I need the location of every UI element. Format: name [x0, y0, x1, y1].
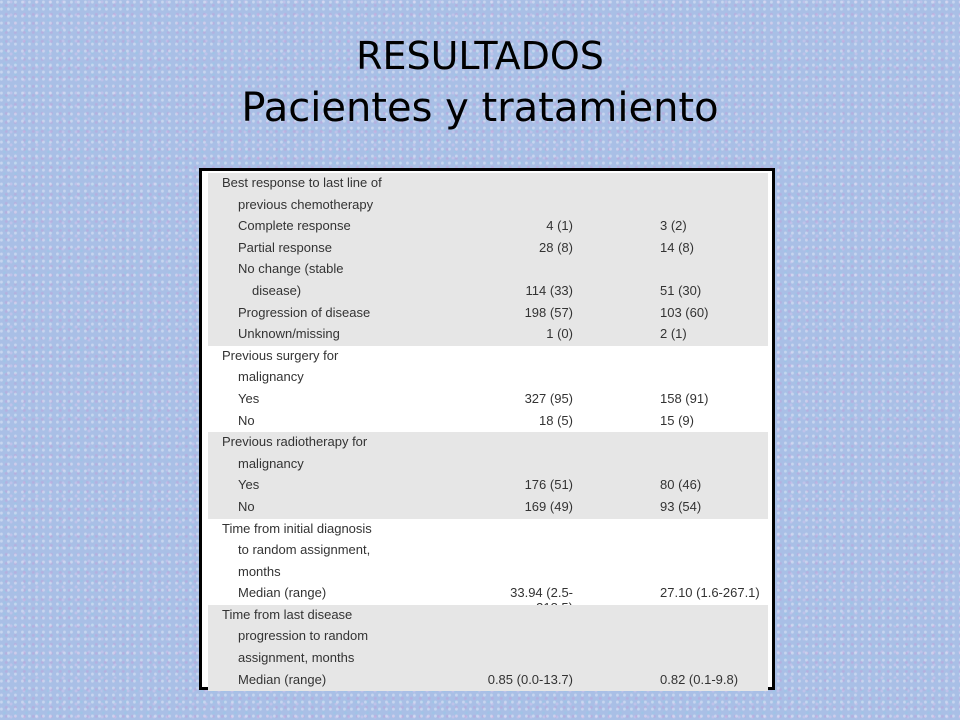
value-cell-group-1: 0.85 (0.0-13.7): [487, 671, 573, 687]
row-label: Yes: [238, 390, 260, 406]
value-cell-group-1: 28 (8): [539, 239, 573, 255]
table-row: [208, 303, 768, 325]
value-cell-group-2: 3 (2): [660, 218, 687, 234]
value-cell-group-1: 114 (33): [525, 282, 573, 298]
row-label: Median (range): [238, 671, 327, 687]
section-header-label: Previous surgery for: [222, 347, 339, 363]
section-header-label: progression to random: [238, 628, 369, 644]
section-header-label: Previous radiotherapy for: [222, 434, 368, 450]
row-label: Partial response: [238, 239, 332, 255]
value-cell-group-2: 15 (9): [660, 412, 694, 428]
results-table-body: [208, 173, 768, 687]
section-header-label: months: [238, 563, 281, 579]
table-row: [208, 259, 768, 281]
section-header-row: [208, 454, 768, 476]
table-row: [208, 475, 768, 497]
section-header-label: to random assignment,: [238, 542, 371, 558]
value-cell-group-2: 14 (8): [660, 239, 694, 255]
section-header-label: malignancy: [238, 369, 304, 385]
table-row: [208, 497, 768, 519]
row-label: No: [238, 498, 255, 514]
row-label: No change (stable: [238, 261, 344, 277]
section-header-row: [208, 432, 768, 454]
value-cell-group-1: 198 (57): [524, 304, 573, 320]
section-header-row: [208, 367, 768, 389]
section-header-label: Best response to last line of: [222, 175, 382, 190]
value-cell-group-1: 169 (49): [524, 498, 573, 514]
value-cell-group-1: 33.94 (2.5-: [510, 585, 573, 601]
section-header-row: [208, 519, 768, 541]
row-label: disease): [252, 282, 302, 298]
value-cell-group-2: 158 (91): [660, 390, 709, 406]
table-row: [208, 281, 768, 303]
value-cell-group-2: 80 (46): [660, 477, 702, 493]
table-row: [208, 216, 768, 238]
table-row: [208, 324, 768, 346]
table-row: [208, 238, 768, 260]
results-table: [199, 168, 775, 690]
value-cell-group-1: 327 (95): [524, 390, 573, 406]
value-cell-group-2: 27.10 (1.6-267.1): [660, 585, 760, 601]
row-label: Complete response: [238, 218, 351, 234]
row-label: Yes: [238, 477, 260, 493]
value-cell-group-2: 0.82 (0.1-9.8): [660, 671, 739, 687]
section-header-label: Time from last disease: [222, 606, 353, 622]
section-header-row: [208, 540, 768, 562]
table-section: [208, 432, 768, 518]
title-line-2: Pacientes y tratamiento: [241, 85, 719, 131]
value-cell-group-2: 2 (1): [660, 326, 687, 342]
section-header-row: [208, 648, 768, 670]
table-row: [208, 389, 768, 411]
table-section: [208, 519, 768, 605]
table-row: [208, 583, 768, 605]
table-row: [208, 670, 768, 692]
value-cell-group-1: 18 (5): [539, 412, 573, 428]
value-cell-group-2: 51 (30): [660, 282, 702, 298]
value-cell-group-1: 4 (1): [546, 218, 573, 234]
value-cell-group-2: 93 (54): [660, 498, 702, 514]
row-label: Median (range): [238, 585, 327, 601]
row-label: Progression of disease: [238, 304, 371, 320]
section-header-label: Time from initial diagnosis: [222, 520, 372, 536]
value-cell-group-1: 176 (51): [524, 477, 573, 493]
row-label: Unknown/missing: [238, 326, 340, 342]
table-section: [208, 346, 768, 432]
table-section: [208, 605, 768, 691]
value-cell-group-1: 1 (0): [546, 326, 573, 342]
section-header-row: [208, 626, 768, 648]
section-header-label: assignment, months: [238, 650, 355, 666]
section-header-row: [208, 346, 768, 368]
section-header-row: [208, 195, 768, 217]
table-section: [208, 173, 768, 346]
table-row: [208, 411, 768, 433]
section-header-row: [208, 562, 768, 584]
section-header-row: [208, 173, 768, 195]
section-header-label: malignancy: [238, 455, 304, 471]
title-line-1: RESULTADOS: [356, 34, 604, 78]
row-label: No: [238, 412, 255, 428]
slide-title: [0, 30, 960, 134]
section-header-label: previous chemotherapy: [238, 196, 374, 212]
section-header-row: [208, 605, 768, 627]
value-cell-group-2: 103 (60): [660, 304, 709, 320]
